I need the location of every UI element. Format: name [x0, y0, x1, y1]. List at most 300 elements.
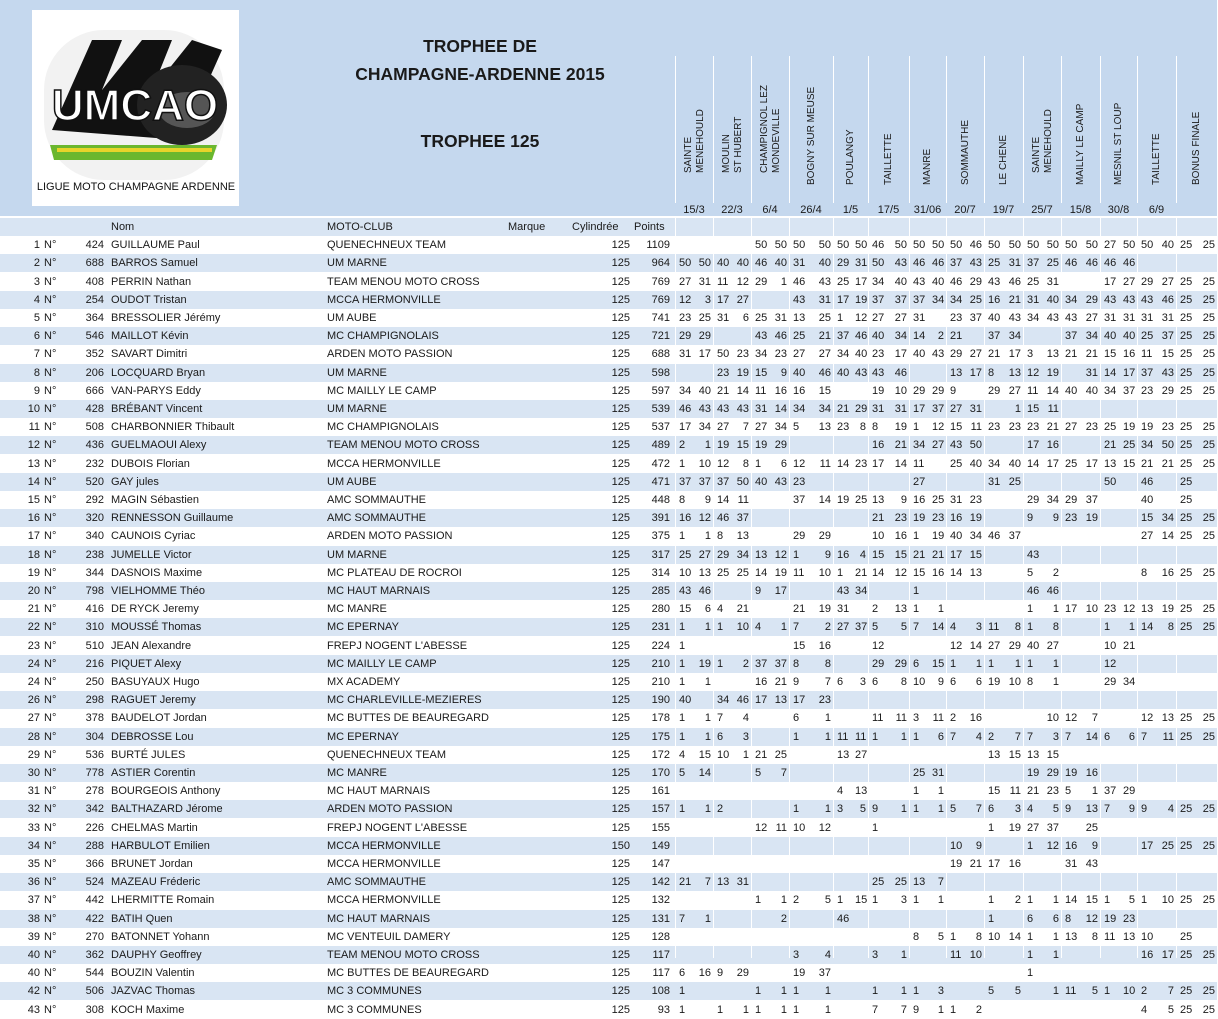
race-score: [913, 855, 926, 873]
table-row: [0, 891, 1217, 909]
cylindree: 125: [611, 457, 630, 470]
race-score: [1123, 473, 1135, 491]
cylindree: 125: [611, 239, 630, 252]
race-score: [855, 509, 866, 527]
race-score: [837, 928, 849, 946]
race-score: 12: [736, 275, 749, 288]
race-score: 40: [679, 694, 692, 707]
race-score: 7: [1091, 712, 1098, 725]
race-score: 40: [717, 257, 730, 270]
race-score: 7: [704, 876, 711, 889]
race-column: [946, 56, 984, 203]
race-score: 50: [679, 257, 692, 270]
race-score: 46: [1046, 585, 1059, 597]
race-score: [872, 764, 887, 782]
race-score: 1: [975, 657, 982, 670]
race-score: [774, 637, 787, 655]
race-score: [1065, 1001, 1079, 1019]
race-score: 25: [1180, 839, 1193, 852]
race-score: 29: [988, 384, 1001, 397]
race-score: 8: [975, 930, 982, 943]
race-score: [969, 964, 982, 982]
race-score: 1: [1027, 621, 1034, 634]
race-score: 10: [793, 821, 806, 834]
race-score: [1065, 746, 1079, 764]
race-score: [1046, 964, 1059, 982]
race-score: 7: [1027, 730, 1034, 743]
race-score: [1008, 837, 1021, 855]
race-score: 1: [988, 912, 995, 925]
racer-name: BRÉBANT Vincent: [111, 403, 203, 415]
race-score: [837, 527, 849, 545]
racer-name: DUBOIS Florian: [111, 457, 190, 470]
race-score: 2: [780, 912, 787, 925]
cylindree: 125: [611, 494, 630, 506]
race-score: 46: [679, 403, 692, 415]
race-score: 43: [1046, 312, 1059, 324]
num-label: N°: [44, 821, 57, 834]
race-score: 11: [970, 421, 982, 434]
points: 539: [651, 403, 670, 415]
race-score: 27: [913, 475, 926, 488]
race-score: 8: [1014, 621, 1021, 634]
race-score: [774, 709, 787, 727]
racer-name: JEAN Alexandre: [111, 639, 192, 652]
rank: 42: [27, 985, 40, 998]
race-score: 16: [950, 512, 963, 525]
race-score: 11: [1141, 348, 1153, 361]
race-score: 17: [1027, 439, 1040, 452]
num-label: N°: [44, 876, 57, 889]
race-score: 25: [1180, 293, 1193, 306]
race-score: [1085, 564, 1098, 582]
race-score: 19: [855, 293, 868, 306]
cylindree: 125: [611, 657, 630, 670]
race-score: [1065, 473, 1079, 491]
cylindree: 125: [611, 803, 630, 816]
race-score: [717, 819, 730, 837]
race-score: 4: [975, 730, 982, 743]
race-score: [755, 509, 768, 527]
race-score: 9: [872, 803, 879, 816]
race-score: 4: [859, 548, 866, 561]
race-score: 11: [932, 712, 944, 725]
race-score: [1161, 473, 1174, 491]
cylindree: 125: [611, 293, 630, 306]
race-score: [950, 819, 963, 837]
table-row: [0, 946, 1217, 964]
race-score: 14: [1027, 457, 1040, 470]
race-score: 43: [1161, 366, 1174, 379]
club: MC MANRE: [327, 767, 387, 779]
race-score: 27: [1046, 639, 1059, 652]
race-score: 25: [1202, 312, 1215, 324]
race-score: 17: [1123, 366, 1136, 379]
race-score: 19: [950, 858, 963, 870]
table-row: [0, 709, 1217, 727]
race-score: [1161, 546, 1174, 564]
race-score: 25: [1202, 330, 1215, 343]
race-score: [913, 364, 926, 382]
race-score: 37: [1123, 384, 1136, 397]
race-score: 1: [704, 676, 711, 688]
race-score: [932, 837, 944, 855]
race-score: 12: [1141, 712, 1154, 725]
table-row: [0, 236, 1217, 254]
race-score: 1: [1027, 839, 1034, 852]
race-score: 12: [793, 457, 806, 470]
race-score: 27: [1104, 239, 1117, 252]
race-score: 25: [774, 748, 787, 761]
race-score: 15: [818, 384, 831, 397]
race-score: 29: [717, 548, 730, 561]
race-score: 46: [1085, 257, 1098, 270]
race-score: [717, 855, 730, 873]
num-label: N°: [44, 657, 57, 670]
rank: 14: [27, 475, 40, 488]
race-score: [1008, 691, 1021, 709]
race-score: 50: [774, 239, 787, 252]
race-score: [1161, 873, 1174, 891]
table-row: [0, 655, 1217, 673]
race-score: [988, 837, 1002, 855]
race-score: 13: [1141, 603, 1154, 616]
race-score: 1: [837, 894, 844, 907]
race-score: 16: [1123, 348, 1136, 361]
race-score: 6: [988, 803, 995, 816]
race-score: 37: [1008, 530, 1021, 543]
racer-name: RAGUET Jeremy: [111, 694, 196, 707]
club: MCCA HERMONVILLE: [327, 894, 441, 907]
race-score: 1: [1141, 894, 1148, 907]
race-score: 9: [780, 366, 787, 379]
club: AMC SOMMAUTHE: [327, 876, 426, 889]
race-score: [988, 709, 1002, 727]
race-score: [988, 600, 1002, 618]
race-score: 14: [969, 639, 982, 652]
race-score: [872, 782, 887, 800]
race-score: [855, 1001, 866, 1019]
race-score: [1104, 819, 1117, 837]
rank: 24: [27, 676, 40, 688]
race-score: [893, 928, 907, 946]
race-score: [1141, 964, 1155, 982]
race-score: 19: [698, 657, 711, 670]
race-score: 50: [932, 239, 945, 252]
race-score: 3: [1014, 803, 1021, 816]
race-score: [1085, 946, 1098, 964]
race-score: [1201, 546, 1215, 564]
num-label: N°: [44, 457, 57, 470]
race-score: 25: [1180, 712, 1193, 725]
race-score: [1123, 564, 1135, 582]
race-score: 17: [774, 585, 787, 597]
race-score: 46: [837, 912, 850, 925]
race-score: [698, 982, 711, 1000]
race-score: [1046, 527, 1059, 545]
race-score: 50: [1161, 439, 1174, 452]
race-score: [1123, 1001, 1135, 1019]
race-score: [837, 819, 849, 837]
race-score: 23: [793, 475, 806, 488]
race-score: [1161, 928, 1174, 946]
race-score: [855, 436, 866, 454]
race-score: 1: [1014, 403, 1021, 415]
race-score: [1141, 400, 1155, 418]
race-score: 43: [988, 275, 1001, 288]
race-score: 10: [1123, 985, 1136, 998]
race-score: 23: [855, 457, 868, 470]
race-score: 2: [872, 603, 879, 616]
race-score: 3: [704, 293, 711, 306]
race-score: [893, 819, 907, 837]
club: MCCA HERMONVILLE: [327, 457, 441, 470]
race-score: 46: [1008, 275, 1021, 288]
race-score: 25: [913, 767, 926, 779]
race-score: 3: [837, 803, 844, 816]
race-score: 46: [894, 366, 907, 379]
race-score: [1161, 491, 1174, 509]
race-score: [815, 928, 831, 946]
race-score: [1104, 1001, 1117, 1019]
race-name: [922, 149, 934, 185]
race-score: 8: [913, 930, 920, 943]
rank: 35: [27, 858, 40, 870]
points: 598: [651, 366, 670, 379]
racer-number: 364: [85, 312, 104, 324]
race-score: [1161, 254, 1174, 272]
race-score: [988, 546, 1002, 564]
race-score: [932, 473, 944, 491]
race-score: [698, 855, 711, 873]
race-name-line: MESNIL ST LOUP: [1113, 102, 1124, 185]
table-row: [0, 546, 1217, 564]
race-score: 6: [1104, 730, 1111, 743]
race-score: 5: [859, 803, 866, 816]
table-row: [0, 400, 1217, 418]
num-label: N°: [44, 548, 57, 561]
race-score: 46: [736, 694, 749, 707]
race-date: 30/8: [1107, 204, 1130, 216]
race-score: 21: [774, 676, 787, 688]
race-score: 15: [932, 657, 945, 670]
cylindree: 125: [611, 949, 630, 961]
race-score: 37: [679, 475, 692, 488]
race-name: [1191, 112, 1203, 185]
racer-number: 362: [85, 949, 104, 961]
race-score: 50: [913, 239, 926, 252]
race-score: 43: [818, 275, 831, 288]
race-score: 3: [872, 949, 879, 961]
race-score: 17: [872, 457, 885, 470]
table-row: [0, 345, 1217, 363]
race-score: 37: [774, 657, 787, 670]
race-score: [755, 837, 768, 855]
race-score: 1: [900, 803, 907, 816]
race-score: [1008, 436, 1021, 454]
num-label: N°: [44, 312, 57, 324]
race-score: 34: [736, 548, 749, 561]
race-date: 20/7: [954, 204, 976, 216]
race-score: 1: [1014, 657, 1021, 670]
race-score: 21: [1123, 639, 1136, 652]
race-score: 34: [932, 293, 945, 306]
club: MC HAUT MARNAIS: [327, 785, 431, 798]
race-score: 37: [950, 257, 963, 270]
race-score: 3: [793, 949, 800, 961]
club: FREPJ NOGENT L'ABESSE: [327, 821, 468, 834]
points: 161: [651, 785, 670, 798]
cylindree: 125: [611, 384, 630, 397]
race-score: 46: [1027, 585, 1040, 597]
race-score: [1141, 254, 1155, 272]
race-score: [1201, 910, 1215, 928]
race-score: 27: [1141, 530, 1154, 543]
race-score: [837, 855, 849, 873]
race-score: [698, 1001, 711, 1019]
points: 108: [651, 985, 670, 998]
race-score: 1: [1091, 785, 1098, 798]
racer-name: MOUSSÉ Thomas: [111, 621, 202, 634]
race-score: 19: [755, 439, 768, 452]
race-score: 19: [1046, 366, 1059, 379]
race-score: 37: [818, 967, 831, 980]
race-score: [793, 509, 809, 527]
race-score: 1: [742, 1003, 749, 1016]
race-date: 17/5: [877, 204, 900, 216]
club: TEAM MENOU MOTO CROSS: [327, 275, 480, 288]
race-score: 5: [1091, 985, 1098, 998]
num-label: N°: [44, 421, 57, 434]
race-column: [675, 56, 713, 203]
cylindree: 125: [611, 730, 630, 743]
race-score: 46: [755, 257, 768, 270]
race-score: [1141, 782, 1155, 800]
race-score: 23: [1085, 421, 1098, 434]
racer-name: GUELMAOUI Alexy: [111, 439, 207, 452]
race-score: 29: [855, 403, 868, 415]
rank: 15: [27, 494, 40, 506]
race-score: 50: [1046, 239, 1059, 252]
race-score: 50: [698, 257, 711, 270]
race-score: [1161, 964, 1174, 982]
race-score: 6: [937, 730, 944, 743]
race-score: 9: [1091, 839, 1098, 852]
race-score: [969, 582, 982, 600]
race-score: 16: [774, 384, 787, 397]
cylindree: 125: [611, 439, 630, 452]
club: ARDEN MOTO PASSION: [327, 348, 453, 361]
race-score: 10: [988, 930, 1001, 943]
race-score: 40: [1141, 494, 1154, 506]
race-score: [855, 964, 866, 982]
race-score: [1201, 746, 1215, 764]
race-score: 1: [837, 312, 844, 324]
club: MC BUTTES DE BEAUREGARD: [327, 712, 489, 725]
race-score: [950, 746, 963, 764]
race-score: 43: [679, 585, 692, 597]
race-score: 25: [1202, 275, 1215, 288]
race-score: [1065, 273, 1079, 291]
race-score: 25: [1202, 603, 1215, 616]
race-score: 2: [950, 712, 957, 725]
race-score: 10: [1046, 712, 1059, 725]
race-score: [837, 691, 849, 709]
race-score: 29: [774, 439, 787, 452]
club: MC 3 COMMUNES: [327, 1003, 422, 1016]
race-score: 31: [818, 293, 831, 306]
race-name-line: SAINTE: [682, 136, 694, 173]
race-score: [698, 691, 711, 709]
rank: 31: [27, 785, 40, 798]
race-score: 25: [1202, 803, 1215, 816]
race-score: 13: [1046, 348, 1059, 361]
race-score: [893, 855, 907, 873]
racer-name: BURTÉ JULES: [111, 748, 186, 761]
race-score: 8: [717, 530, 724, 543]
race-score: 3: [900, 894, 907, 907]
race-score: [913, 637, 926, 655]
race-score: 11: [819, 457, 831, 470]
race-score: [717, 982, 730, 1000]
race-score: 25: [932, 494, 945, 506]
header-points: Points: [634, 221, 665, 233]
race-score: [837, 964, 849, 982]
subtitle: TROPHEE 125: [420, 131, 540, 151]
race-score: 25: [1180, 384, 1193, 397]
race-score: 16: [932, 566, 945, 579]
race-score: [698, 364, 711, 382]
race-score: 8: [1141, 566, 1148, 579]
race-name-line: MENEHOULD: [694, 109, 706, 173]
race-score: 50: [969, 439, 982, 452]
race-score: [736, 910, 749, 928]
race-score: 23: [818, 694, 831, 707]
club: MC MAILLY LE CAMP: [327, 384, 437, 397]
race-score: 25: [1046, 257, 1059, 270]
race-score: [1065, 527, 1079, 545]
race-score: 6: [1027, 912, 1034, 925]
race-score: 10: [698, 457, 711, 470]
racer-name: BATIH Quen: [111, 912, 173, 925]
race-score: 50: [736, 475, 749, 488]
race-score: 6: [717, 730, 724, 743]
race-score: 1: [679, 639, 686, 652]
race-score: [698, 837, 711, 855]
race-score: 2: [1052, 566, 1059, 579]
race-score: 5: [793, 421, 800, 434]
club: QUENECHNEUX TEAM: [327, 239, 446, 252]
race-score: [1027, 982, 1040, 1000]
race-score: 14: [1065, 894, 1078, 907]
race-score: [736, 673, 749, 691]
race-score: 2: [824, 621, 831, 634]
race-score: 7: [1167, 985, 1174, 998]
rank: 39: [27, 930, 40, 943]
race-score: 11: [1162, 730, 1174, 743]
table-row: [0, 436, 1217, 454]
race-column: [1061, 56, 1100, 203]
table-row: [0, 928, 1217, 946]
race-score: 4: [837, 785, 844, 798]
rank: 34: [27, 839, 40, 852]
race-score: [1046, 873, 1059, 891]
race-score: [1027, 327, 1040, 345]
racer-name: VIELHOMME Théo: [111, 585, 205, 597]
column-divider: [713, 218, 714, 958]
race-score: 1: [950, 657, 957, 670]
race-score: [1008, 546, 1021, 564]
